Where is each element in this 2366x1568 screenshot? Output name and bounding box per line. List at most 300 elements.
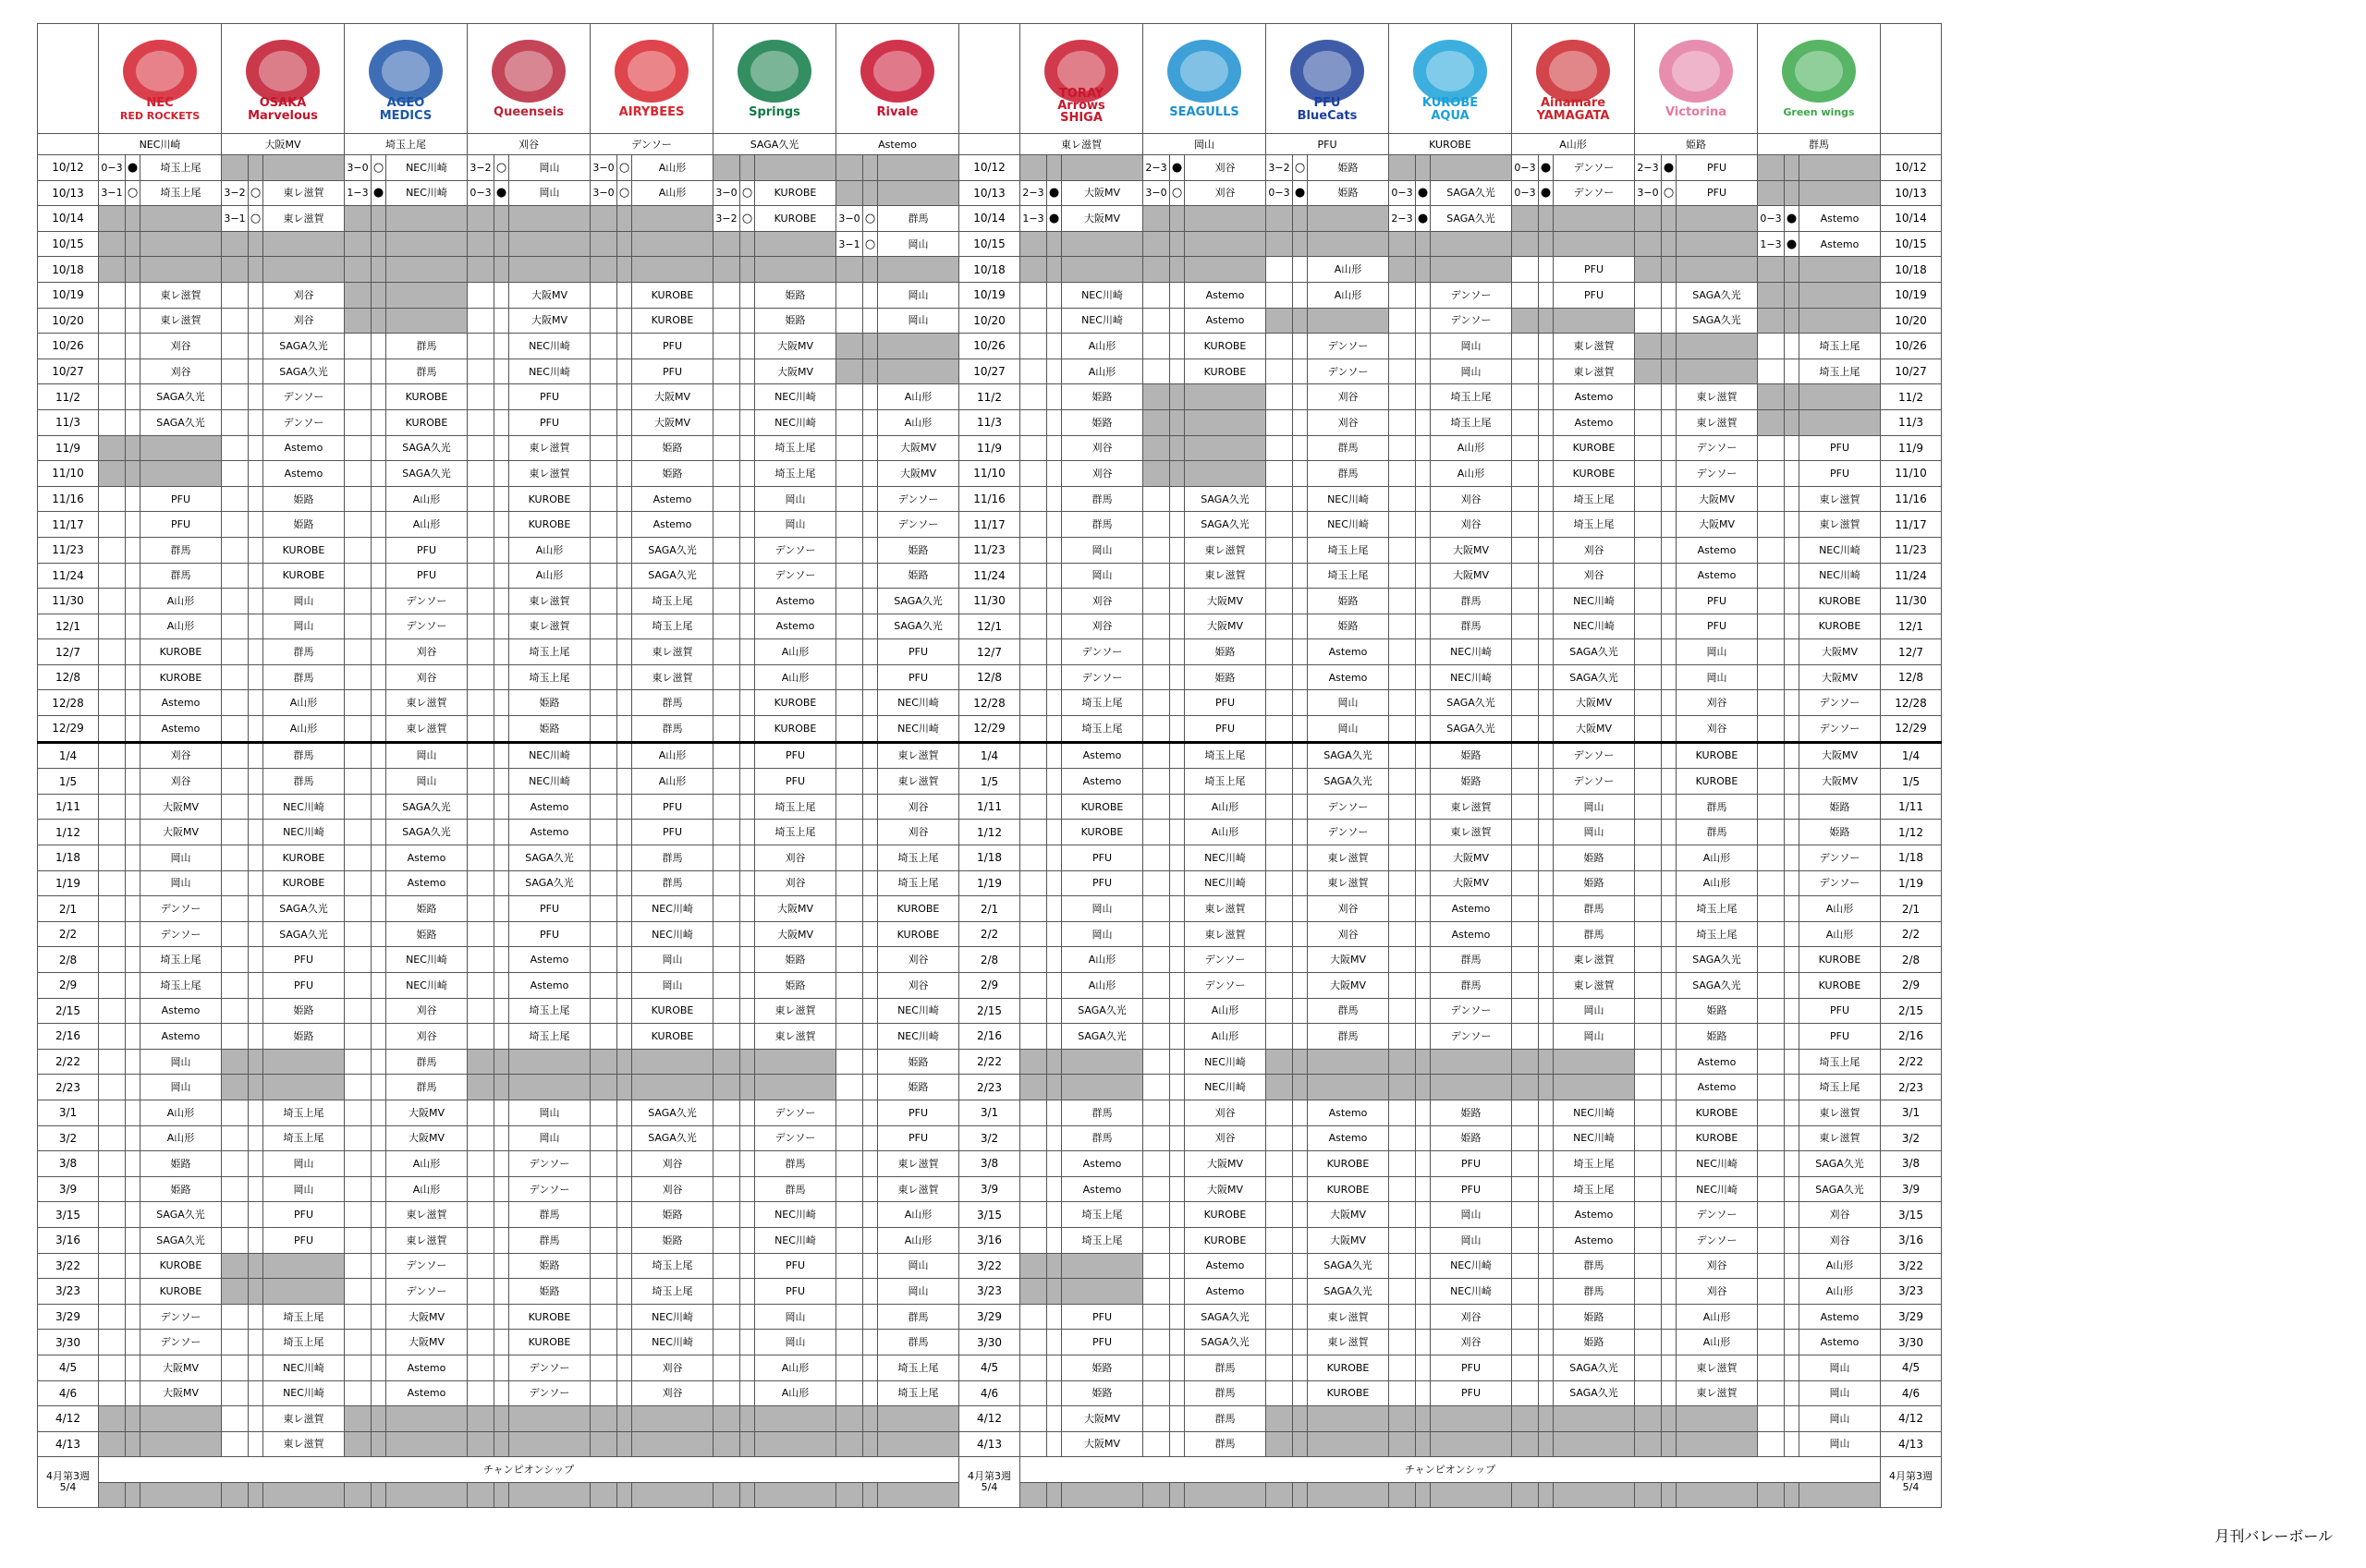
opponent-cell: PFU — [509, 384, 591, 410]
opponent-cell: 群馬 — [140, 563, 222, 589]
score-cell — [591, 1253, 617, 1279]
score-cell — [1758, 461, 1785, 487]
opponent-cell: PFU — [1554, 282, 1635, 308]
score-cell — [222, 1253, 249, 1279]
opponent-cell: KUROBE — [755, 180, 836, 206]
date-cell: 11/17 — [959, 512, 1020, 538]
result-mark — [372, 384, 386, 410]
result-mark — [126, 896, 140, 922]
opponent-cell: NEC川崎 — [878, 998, 959, 1024]
score-cell — [345, 947, 372, 973]
opponent-cell: デンソー — [1799, 716, 1881, 743]
date-cell: 2/1 — [1881, 896, 1942, 922]
final-week-cell — [1881, 1457, 1942, 1508]
result-mark — [249, 563, 263, 589]
opponent-cell: NEC川崎 — [1185, 1049, 1266, 1075]
opponent-cell — [509, 231, 591, 257]
opponent-cell: デンソー — [1431, 1024, 1512, 1050]
score-cell: 3−0 — [1635, 180, 1662, 206]
opponent-cell — [263, 155, 345, 181]
score-cell — [1758, 563, 1785, 589]
opponent-cell: 刈谷 — [632, 1380, 713, 1406]
opponent-cell: KUROBE — [1185, 334, 1266, 359]
score-cell — [836, 1253, 863, 1279]
opponent-cell: 埼玉上尾 — [1185, 769, 1266, 795]
opponent-cell: NEC川崎 — [1554, 1100, 1635, 1125]
result-mark — [1170, 1406, 1185, 1432]
score-cell — [1266, 1100, 1293, 1125]
result-mark — [1047, 1406, 1062, 1432]
result-mark — [1170, 206, 1185, 232]
team-name-2: 埼玉上尾 — [345, 134, 468, 155]
result-mark — [1539, 820, 1554, 845]
result-mark — [249, 794, 263, 820]
result-mark — [249, 1253, 263, 1279]
result-mark: ○ — [1293, 155, 1308, 181]
opponent-cell: Astemo — [1308, 1125, 1389, 1151]
date-cell: 1/11 — [959, 794, 1020, 820]
result-mark — [126, 282, 140, 308]
score-cell — [836, 155, 863, 181]
opponent-cell: 埼玉上尾 — [509, 664, 591, 690]
result-mark — [1662, 1406, 1677, 1432]
opponent-cell: KUROBE — [1677, 742, 1758, 769]
result-mark — [494, 1380, 509, 1406]
opponent-cell: NEC川崎 — [755, 409, 836, 435]
result-mark — [1416, 1125, 1431, 1151]
date-cell: 3/30 — [959, 1330, 1020, 1355]
opponent-cell: PFU — [1799, 1024, 1881, 1050]
result-mark — [372, 664, 386, 690]
date-cell: 2/22 — [959, 1049, 1020, 1075]
score-cell: 2−3 — [1635, 155, 1662, 181]
date-cell: 10/27 — [959, 359, 1020, 384]
result-mark — [249, 512, 263, 538]
result-mark — [740, 308, 755, 334]
opponent-cell: A山形 — [386, 1176, 468, 1202]
result-mark — [1293, 409, 1308, 435]
opponent-cell: KUROBE — [755, 690, 836, 716]
score-cell — [1389, 794, 1416, 820]
date-cell: 1/18 — [1881, 845, 1942, 871]
opponent-cell: 埼玉上尾 — [263, 1100, 345, 1125]
opponent-cell: 埼玉上尾 — [140, 973, 222, 999]
opponent-cell — [632, 1406, 713, 1432]
score-cell — [1758, 409, 1785, 435]
score-cell — [1758, 1253, 1785, 1279]
opponent-cell: Astemo — [1799, 1330, 1881, 1355]
result-mark — [1785, 1125, 1799, 1151]
score-cell — [1020, 820, 1047, 845]
score-cell — [1635, 334, 1662, 359]
result-mark — [126, 870, 140, 896]
result-mark — [1416, 998, 1431, 1024]
score-cell — [591, 716, 617, 743]
result-mark — [863, 820, 878, 845]
result-mark — [1662, 1049, 1677, 1075]
opponent-cell — [755, 257, 836, 283]
opponent-cell — [1308, 308, 1389, 334]
score-cell — [1635, 896, 1662, 922]
empty-cell — [263, 1482, 345, 1508]
result-mark — [1170, 359, 1185, 384]
score-cell — [1143, 1227, 1170, 1253]
score-cell — [99, 921, 126, 947]
score-cell — [1635, 1100, 1662, 1125]
result-mark — [1047, 1049, 1062, 1075]
opponent-cell: 埼玉上尾 — [632, 1279, 713, 1305]
opponent-cell — [1185, 231, 1266, 257]
result-mark — [1416, 896, 1431, 922]
score-cell — [345, 308, 372, 334]
result-mark — [1416, 1176, 1431, 1202]
score-cell — [222, 1279, 249, 1305]
score-cell — [1512, 1355, 1539, 1380]
opponent-cell: SAGA久光 — [509, 845, 591, 871]
date-cell: 3/15 — [1881, 1202, 1942, 1228]
result-mark — [372, 639, 386, 665]
result-mark — [126, 308, 140, 334]
score-cell — [591, 1049, 617, 1075]
score-cell — [1389, 1253, 1416, 1279]
opponent-cell: 姫路 — [632, 435, 713, 461]
opponent-cell: 岡山 — [1308, 716, 1389, 743]
result-mark — [740, 870, 755, 896]
opponent-cell: NEC川崎 — [632, 1304, 713, 1330]
result-mark — [1293, 282, 1308, 308]
opponent-cell — [140, 231, 222, 257]
score-cell — [1020, 1431, 1047, 1457]
result-mark — [126, 1049, 140, 1075]
result-mark — [1539, 1406, 1554, 1432]
score-cell — [1389, 512, 1416, 538]
result-mark — [1047, 1176, 1062, 1202]
result-mark — [1662, 359, 1677, 384]
result-mark — [1662, 308, 1677, 334]
empty-cell — [249, 1482, 263, 1508]
opponent-cell: NEC川崎 — [263, 820, 345, 845]
opponent-cell: デンソー — [140, 896, 222, 922]
score-cell — [591, 794, 617, 820]
score-cell — [222, 1100, 249, 1125]
opponent-cell: A山形 — [1062, 947, 1143, 973]
score-cell — [345, 998, 372, 1024]
result-mark — [494, 308, 509, 334]
score-cell — [1635, 614, 1662, 639]
result-mark — [740, 998, 755, 1024]
team-logo-cell — [836, 24, 959, 134]
result-mark — [372, 690, 386, 716]
opponent-cell: デンソー — [140, 1330, 222, 1355]
empty-cell — [126, 1482, 140, 1508]
score-cell — [1512, 1330, 1539, 1355]
team-name-7: 東レ滋賀 — [1020, 134, 1143, 155]
score-cell — [468, 563, 494, 589]
opponent-cell: 姫路 — [878, 1049, 959, 1075]
toray-arrows-logo-icon — [1026, 30, 1137, 128]
opponent-cell: 岡山 — [755, 1330, 836, 1355]
score-cell — [591, 845, 617, 871]
opponent-cell — [1062, 1075, 1143, 1100]
opponent-cell — [1554, 1075, 1635, 1100]
score-cell: 1−3 — [1020, 206, 1047, 232]
result-mark — [1539, 1227, 1554, 1253]
opponent-cell: A山形 — [1185, 1024, 1266, 1050]
score-cell — [713, 461, 740, 487]
result-mark — [617, 1075, 632, 1100]
date-cell: 3/29 — [959, 1304, 1020, 1330]
opponent-cell: デンソー — [1799, 845, 1881, 871]
opponent-cell: 姫路 — [386, 921, 468, 947]
result-mark — [372, 1253, 386, 1279]
score-cell — [591, 1125, 617, 1151]
date-cell: 3/1 — [959, 1100, 1020, 1125]
opponent-cell: NEC川崎 — [878, 1024, 959, 1050]
empty-cell — [591, 1482, 617, 1508]
opponent-cell: SAGA久光 — [1308, 769, 1389, 795]
opponent-cell: 岡山 — [1431, 1202, 1512, 1228]
result-mark — [494, 1279, 509, 1305]
opponent-cell: 岡山 — [878, 231, 959, 257]
opponent-cell: 東レ滋賀 — [1308, 845, 1389, 871]
result-mark — [1785, 1227, 1799, 1253]
springs-logo-icon — [719, 30, 830, 128]
score-cell — [1389, 845, 1416, 871]
result-mark — [1293, 384, 1308, 410]
score-cell: 2−3 — [1389, 206, 1416, 232]
empty-cell — [509, 1482, 591, 1508]
result-mark — [1662, 486, 1677, 512]
score-cell — [591, 1100, 617, 1125]
score-cell — [1266, 1125, 1293, 1151]
result-mark — [126, 614, 140, 639]
opponent-cell: SAGA久光 — [1677, 282, 1758, 308]
opponent-cell: 群馬 — [1431, 973, 1512, 999]
result-mark — [1416, 1202, 1431, 1228]
result-mark: ● — [126, 155, 140, 181]
opponent-cell: 東レ滋賀 — [386, 716, 468, 743]
opponent-cell: 岡山 — [1554, 998, 1635, 1024]
result-mark — [126, 1176, 140, 1202]
result-mark — [863, 716, 878, 743]
opponent-cell: NEC川崎 — [1799, 563, 1881, 589]
opponent-cell: 姫路 — [1677, 1024, 1758, 1050]
result-mark: ○ — [1170, 180, 1185, 206]
opponent-cell: 埼玉上尾 — [1062, 1202, 1143, 1228]
opponent-cell: KUROBE — [509, 512, 591, 538]
result-mark — [740, 1380, 755, 1406]
result-mark — [863, 921, 878, 947]
score-cell — [591, 973, 617, 999]
score-cell — [222, 589, 249, 614]
score-cell — [836, 870, 863, 896]
date-cell: 3/8 — [959, 1151, 1020, 1177]
result-mark — [1416, 563, 1431, 589]
final-week-label: 4月第3週 — [1889, 1469, 1933, 1482]
score-cell — [468, 384, 494, 410]
result-mark — [1170, 563, 1185, 589]
score-cell — [1758, 1304, 1785, 1330]
result-mark — [1293, 1304, 1308, 1330]
score-cell — [468, 359, 494, 384]
result-mark — [617, 1049, 632, 1075]
opponent-cell: 群馬 — [386, 1075, 468, 1100]
result-mark — [1539, 512, 1554, 538]
opponent-cell: SAGA久光 — [140, 1202, 222, 1228]
opponent-cell: デンソー — [1062, 639, 1143, 665]
opponent-cell: KUROBE — [263, 563, 345, 589]
team-name-12: 姫路 — [1635, 134, 1758, 155]
result-mark — [372, 921, 386, 947]
score-cell — [713, 1431, 740, 1457]
result-mark — [1047, 1100, 1062, 1125]
opponent-cell: 大阪MV — [386, 1100, 468, 1125]
result-mark — [494, 589, 509, 614]
score-cell: 3−0 — [591, 180, 617, 206]
score-cell — [1020, 589, 1047, 614]
opponent-cell — [1554, 206, 1635, 232]
result-mark — [372, 257, 386, 283]
score-cell — [1635, 1202, 1662, 1228]
opponent-cell: 埼玉上尾 — [632, 614, 713, 639]
date-cell: 10/15 — [959, 231, 1020, 257]
result-mark — [1170, 664, 1185, 690]
score-cell — [713, 1355, 740, 1380]
opponent-cell: 姫路 — [1431, 742, 1512, 769]
score-cell — [99, 206, 126, 232]
empty-cell — [1266, 1482, 1293, 1508]
opponent-cell: 姫路 — [509, 716, 591, 743]
date-cell: 11/2 — [1881, 384, 1942, 410]
result-mark — [1293, 921, 1308, 947]
empty-cell — [1389, 1482, 1416, 1508]
result-mark — [494, 1406, 509, 1432]
score-cell — [1143, 1100, 1170, 1125]
date-cell: 2/22 — [38, 1049, 99, 1075]
result-mark — [740, 512, 755, 538]
opponent-cell: 東レ滋賀 — [632, 639, 713, 665]
date-cell: 12/8 — [1881, 664, 1942, 690]
opponent-cell: 姫路 — [1308, 180, 1389, 206]
opponent-cell: 東レ滋賀 — [1308, 1330, 1389, 1355]
score-cell — [1020, 1202, 1047, 1228]
opponent-cell: SAGA久光 — [386, 820, 468, 845]
result-mark — [1047, 742, 1062, 769]
result-mark — [494, 639, 509, 665]
opponent-cell: 埼玉上尾 — [509, 998, 591, 1024]
logo-wordmark: KUROBE — [1421, 95, 1479, 110]
result-mark — [372, 870, 386, 896]
logo-wordmark: OSAKA — [259, 95, 307, 110]
opponent-cell — [632, 206, 713, 232]
result-mark — [1662, 1202, 1677, 1228]
result-mark — [1539, 1024, 1554, 1050]
result-mark — [863, 1151, 878, 1177]
opponent-cell: 群馬 — [755, 1151, 836, 1177]
result-mark — [126, 359, 140, 384]
opponent-cell: 群馬 — [1554, 896, 1635, 922]
date-cell: 12/29 — [1881, 716, 1942, 743]
opponent-cell: デンソー — [386, 614, 468, 639]
result-mark — [126, 845, 140, 871]
opponent-cell: Astemo — [386, 870, 468, 896]
opponent-cell: 東レ滋賀 — [1185, 921, 1266, 947]
opponent-cell: 岡山 — [1799, 1355, 1881, 1380]
opponent-cell: 群馬 — [1308, 998, 1389, 1024]
result-mark — [1416, 820, 1431, 845]
opponent-cell — [1799, 282, 1881, 308]
result-mark — [1662, 947, 1677, 973]
result-mark — [1785, 1279, 1799, 1305]
result-mark: ● — [1539, 155, 1554, 181]
result-mark — [126, 742, 140, 769]
result-mark — [249, 359, 263, 384]
score-cell: 3−0 — [713, 180, 740, 206]
result-mark — [1662, 1355, 1677, 1380]
score-cell — [1143, 947, 1170, 973]
opponent-cell — [1799, 308, 1881, 334]
opponent-cell: 埼玉上尾 — [878, 1380, 959, 1406]
result-mark — [126, 231, 140, 257]
date-cell: 3/23 — [959, 1279, 1020, 1305]
score-cell — [713, 1176, 740, 1202]
opponent-cell: 埼玉上尾 — [632, 1253, 713, 1279]
score-cell — [713, 664, 740, 690]
score-cell — [222, 257, 249, 283]
score-cell: 0−3 — [1389, 180, 1416, 206]
opponent-cell: A山形 — [386, 486, 468, 512]
corner-cell — [959, 24, 1020, 134]
result-mark — [126, 589, 140, 614]
score-cell — [468, 537, 494, 563]
opponent-cell — [140, 257, 222, 283]
date-cell: 3/1 — [1881, 1100, 1942, 1125]
opponent-cell — [1308, 206, 1389, 232]
empty-cell — [1416, 1482, 1431, 1508]
result-mark — [1170, 870, 1185, 896]
opponent-cell: Astemo — [509, 794, 591, 820]
result-mark — [740, 1151, 755, 1177]
opponent-cell — [1799, 384, 1881, 410]
result-mark — [494, 1049, 509, 1075]
opponent-cell — [1554, 308, 1635, 334]
opponent-cell: 群馬 — [386, 1049, 468, 1075]
opponent-cell: 岡山 — [509, 1100, 591, 1125]
result-mark — [617, 973, 632, 999]
opponent-cell: KUROBE — [1062, 794, 1143, 820]
opponent-cell: PFU — [386, 537, 468, 563]
opponent-cell — [509, 1431, 591, 1457]
score-cell — [1758, 589, 1785, 614]
score-cell — [1512, 461, 1539, 487]
opponent-cell: 埼玉上尾 — [263, 1304, 345, 1330]
score-cell — [836, 359, 863, 384]
score-cell — [836, 1227, 863, 1253]
date-cell: 2/8 — [38, 947, 99, 973]
score-cell — [713, 1304, 740, 1330]
score-cell — [713, 231, 740, 257]
result-mark — [1662, 820, 1677, 845]
result-mark: ○ — [740, 180, 755, 206]
result-mark — [1785, 1176, 1799, 1202]
result-mark — [249, 690, 263, 716]
result-mark — [1293, 1406, 1308, 1432]
score-cell — [468, 742, 494, 769]
result-mark — [1293, 486, 1308, 512]
result-mark — [1416, 716, 1431, 743]
result-mark — [1293, 845, 1308, 871]
score-cell — [1758, 1380, 1785, 1406]
